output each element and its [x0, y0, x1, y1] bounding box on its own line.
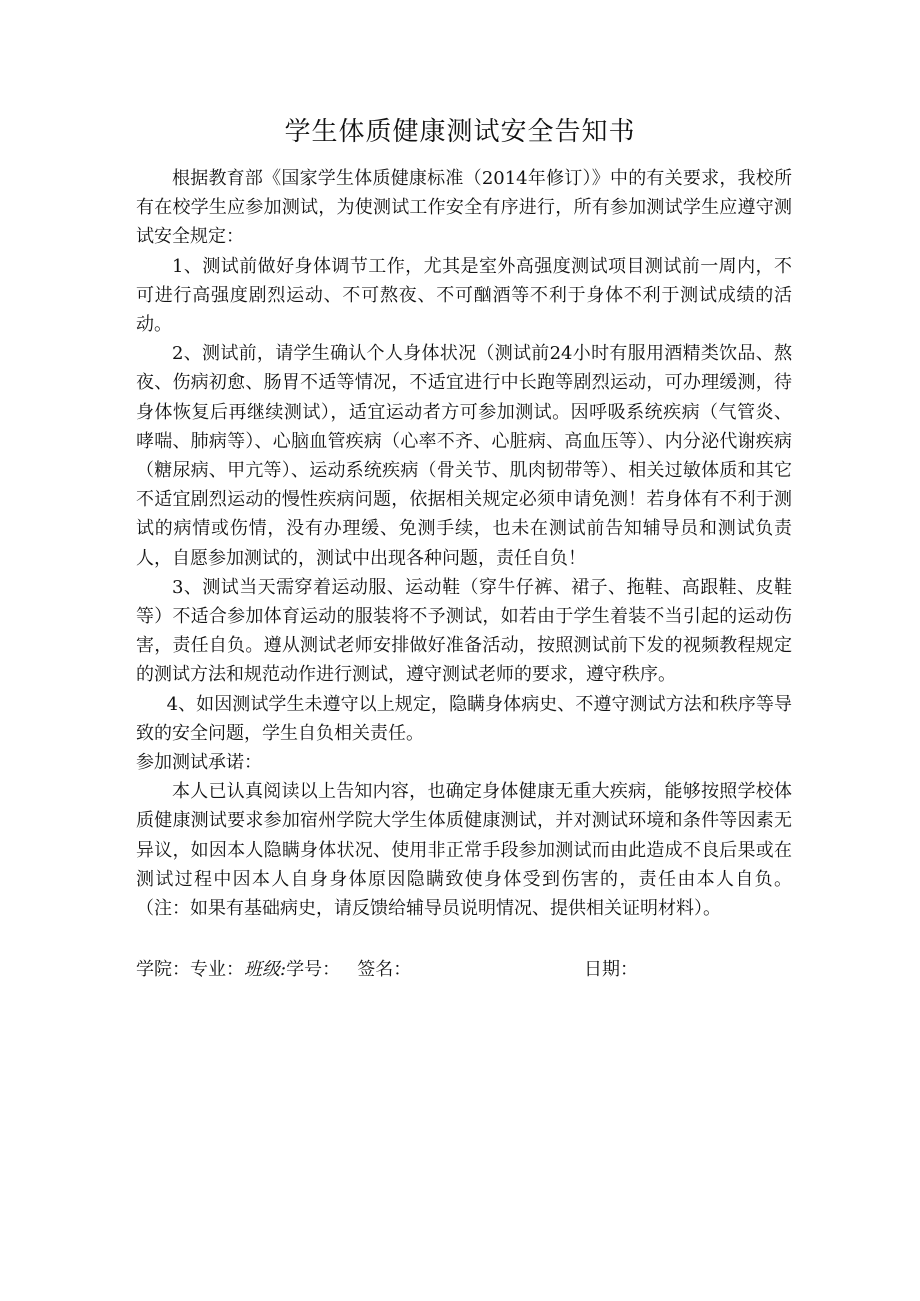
intro-paragraph: 根据教育部《国家学生体质健康标准（2014年修订）》中的有关要求，我校所有在校学生应参加测试，为使测试工作安全有序进行，所有参加测试学生应遵守测试安全规定： — [136, 168, 792, 248]
sign-label: 签名： — [357, 959, 412, 980]
major-label: 专业： — [190, 959, 244, 980]
student-id-label: 学号： — [286, 959, 341, 980]
date-label: 日期： — [584, 959, 638, 980]
rule-2-paragraph: 2、测试前，请学生确认个人身体状况（测试前24小时有服用酒精类饮品、熬夜、伤病初愈、肠胃不适等情况，不适宜进行中长跑等剧烈运动，可办理缓测，待身体恢复后再继续测试），适宜运动者方可参加测试。因呼吸系统疾病（气管炎、哮喘、肺病等）、心脑血管疾病（心率不齐、心脏病、高血压等）、内分泌代谢疾病（糖尿病、甲亢等）、运动系统疾病（骨关节、肌肉韧带等）、相关过敏体质和其它不适宜剧烈运动的慢性疾病问题，依据相关规定必须申请免测！若身体有不利于测试的病情或伤情，没有办理缓、免测手续，也未在测试前告知辅导员和测试负责人，自愿参加测试的，测试中出现各种问题，责任自负！ — [136, 343, 792, 569]
commitment-paragraph: 本人已认真阅读以上告知内容，也确定身体健康无重大疾病，能够按照学校体质健康测试要求参加宿州学院大学生体质健康测试，并对测试环境和条件等因素无异议，如因本人隐瞒身体状况、使用非正常手段参加测试而由此造成不良后果或在测试过程中因本人自身身体原因隐瞒致使身体受到伤害的，责任由本人自负。（注：如果有基础病史，请反馈给辅导员说明情况、提供相关证明材料）。 — [136, 781, 792, 920]
page-title: 学生体质健康测试安全告知书 — [284, 117, 636, 147]
commitment-heading: 参加测试承诺： — [136, 752, 262, 774]
rule-1-paragraph: 1、测试前做好身体调节工作，尤其是室外高强度测试项目测试前一周内，不可进行高强度剧烈运动、不可熬夜、不可酗酒等不利于身体不利于测试成绩的活动。 — [136, 255, 792, 336]
signature-line — [136, 956, 792, 984]
rule-3-paragraph: 3、测试当天需穿着运动服、运动鞋（穿牛仔裤、裙子、拖鞋、高跟鞋、皮鞋等）不适合参加体育运动的服装将不予测试，如若由于学生着装不当引起的运动伤害，责任自负。遵从测试老师安排做好准备活动，按照测试前下发的视频教程规定的测试方法和规范动作进行测试，遵守测试老师的要求，遵守秩序。 — [136, 576, 792, 686]
document-body — [136, 164, 792, 923]
rule-4-paragraph: 4、如因测试学生未遵守以上规定，隐瞒身体病史、不遵守测试方法和秩序等导致的安全问题，学生自负相关责任。 — [136, 693, 792, 744]
college-label: 学院： — [136, 959, 190, 980]
class-label: 班级: — [244, 959, 287, 980]
